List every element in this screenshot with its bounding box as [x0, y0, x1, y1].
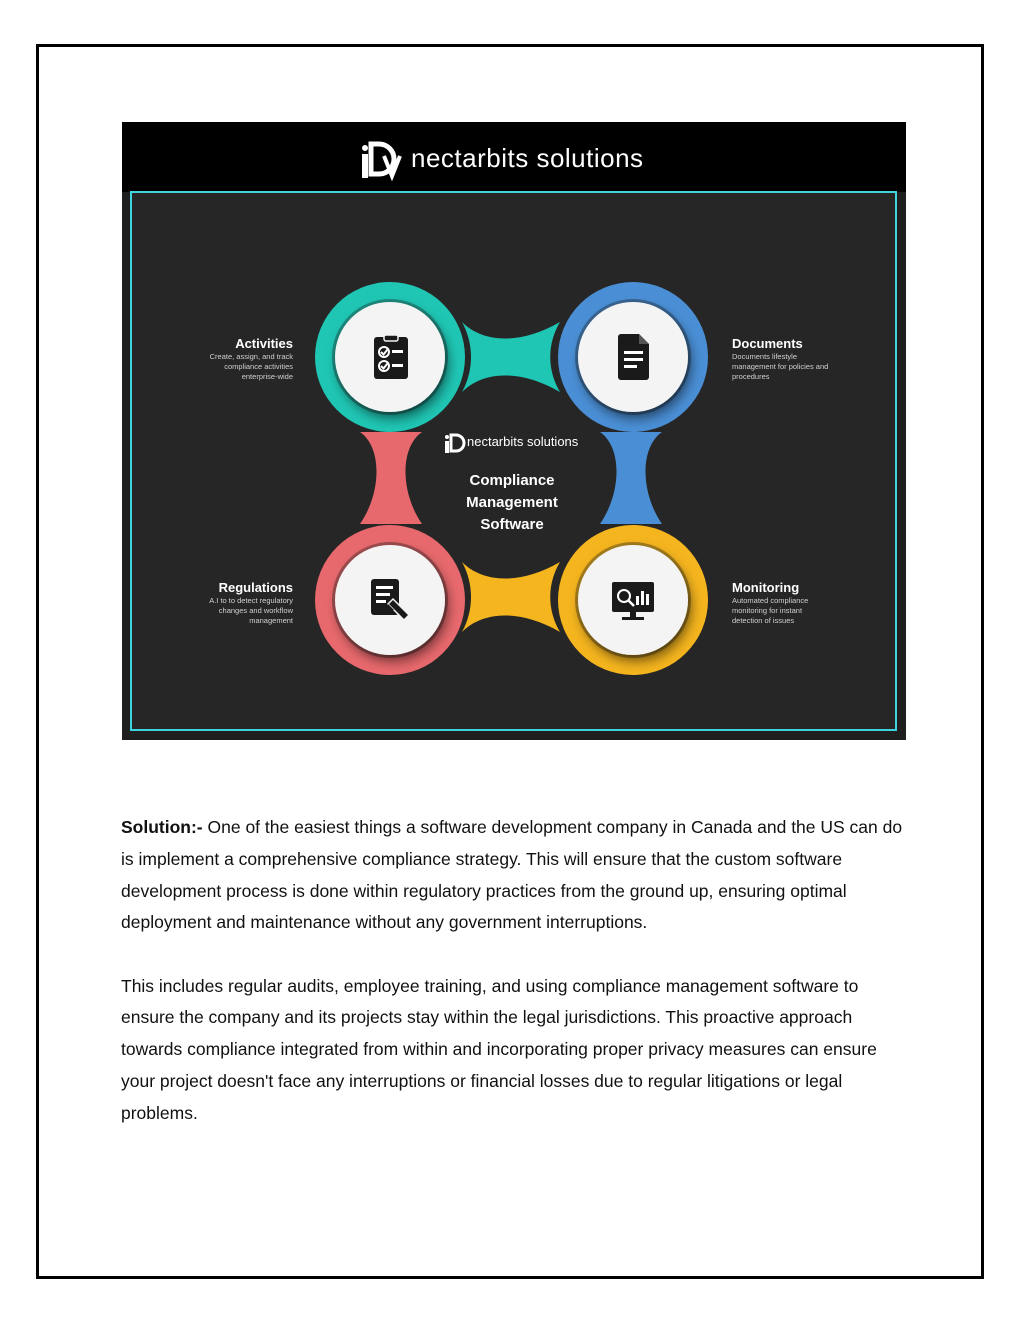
documents-desc-3: procedures: [732, 372, 770, 381]
documents-desc-2: management for policies and: [732, 362, 829, 371]
regulations-desc-3: management: [249, 616, 293, 625]
compliance-infographic: [122, 122, 906, 740]
document-icon: [618, 334, 649, 380]
activities-desc-1: Create, assign, and track: [209, 352, 293, 361]
center-brand: nectarbits solutions: [467, 434, 579, 449]
activities-desc-2: compliance activities: [224, 362, 293, 371]
activities-title: Activities: [235, 336, 293, 351]
node-monitoring: [558, 525, 708, 675]
regulations-desc-2: changes and workflow: [218, 606, 293, 615]
monitoring-desc-3: detection of issues: [732, 616, 795, 625]
body-text: [121, 812, 906, 1161]
monitoring-title: Monitoring: [732, 580, 800, 595]
checklist-icon: [374, 335, 408, 379]
node-activities: [315, 282, 465, 432]
activities-desc-3: enterprise-wide: [241, 372, 293, 381]
node-documents: [558, 282, 708, 432]
center-title-line-3: Software: [480, 516, 544, 533]
documents-title: Documents: [732, 336, 803, 351]
monitoring-desc-1: Automated compliance: [732, 596, 809, 605]
solution-text: One of the easiest things a software development company in Canada and the US can do is implement a comprehensive compliance strategy. This will ensure that the custom software development process is done within regulatory practices from the ground up, ensuring optimal deployment and maintenance without any government interruptions.: [121, 817, 903, 933]
regulations-title: Regulations: [218, 580, 293, 595]
node-regulations: [315, 525, 465, 675]
documents-desc-1: Documents lifestyle: [732, 352, 798, 361]
paragraph-solution: [121, 812, 906, 939]
brand-name: nectarbits solutions: [411, 143, 644, 173]
paragraph-details: This includes regular audits, employee training, and using compliance management software to ensure the company and its projects stay within the legal jurisdictions. This proactive approach towards compliance integrated from within and incorporating proper privacy measures can ensure your project doesn't face any interruptions or financial losses due to regular litigations or legal problems.: [121, 975, 877, 1123]
solution-label: Solution:-: [121, 817, 203, 837]
monitoring-desc-2: monitoring for instant: [732, 606, 803, 615]
center-title-line-1: Compliance: [469, 472, 555, 489]
regulations-desc-1: A.I to to detect regulatory: [209, 596, 293, 605]
center-title-line-2: Management: [466, 494, 558, 511]
